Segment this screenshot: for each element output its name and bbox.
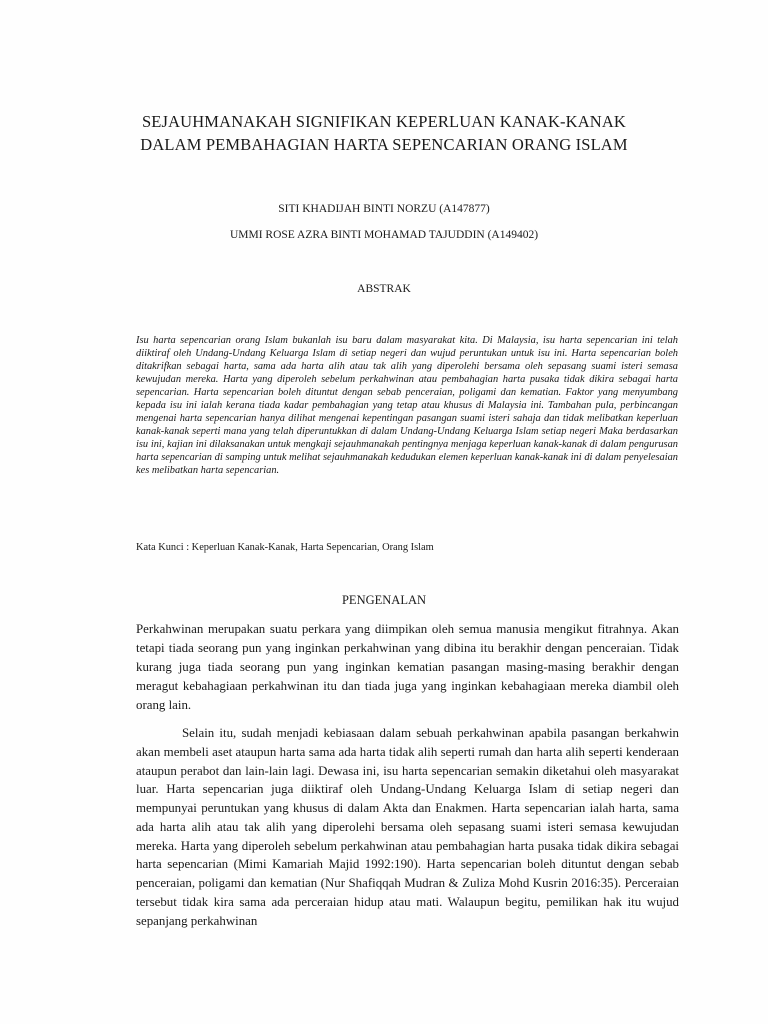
intro-paragraph-1: Perkahwinan merupakan suatu perkara yang diimpikan oleh semua manusia mengikut fitrahnya. Akan tetapi tiada seorang pun yang inginkan perkahwinan yang dibina itu berakhir dengan penceraian. Tidak kurang juga tiada seorang pun yang inginkan kematian pasangan masing-masing berakhir dengan meragut kebahagiaan perkahwinan itu dan tiada juga yang inginkan kebahagiaan mereka diambil oleh orang lain. [136, 622, 679, 713]
abstract-heading: ABSTRAK [357, 283, 411, 295]
intro-paragraph-2: Selain itu, sudah menjadi kebiasaan dalam sebuah perkahwinan apabila pasangan berkahwin akan membeli aset ataupun harta sama ada harta tidak alih seperti rumah dan harta alih seperti kenderaan ataupun perabot dan lain-lain lagi. Dewasa ini, isu harta sepencarian semakin diketahui oleh masyarakat luar. Harta sepencarian juga diiktiraf oleh Undang-Undang Keluarga Islam di setiap negeri dan mempunyai peruntukan yang khusus di dalam Akta dan Enakmen. Harta sepencarian ialah harta, sama ada harta alih atau tak alih yang diperolehi bersama oleh sepasang suami isteri semasa kewujudan mereka. Harta yang diperoleh sebelum perkahwinan atau pembahagian harta pusaka tidak dikira sebagai harta sepencarian (Mimi Kamariah Majid 1992:190). Harta sepencarian boleh dituntut dengan sebab penceraian, poligami dan kematian (Nur Shafiqqah Mudran & Zuliza Mohd Kusrin 2016:35). Perceraian tersebut tidak kira sama ada perceraian hidup atau mati. Walaupun begitu, pemilikan hak itu wujud sepanjang perkahwinan [136, 726, 679, 928]
author-1: SITI KHADIJAH BINTI NORZU (A147877) [278, 203, 490, 215]
section-heading-pengenalan: PENGENALAN [341, 593, 427, 607]
keywords: Kata Kunci : Keperluan Kanak-Kanak, Harta Sepencarian, Orang Islam [136, 542, 434, 553]
author-2: UMMI ROSE AZRA BINTI MOHAMAD TAJUDDIN (A149402) [229, 229, 539, 241]
abstract-body: Isu harta sepencarian orang Islam bukanlah isu baru dalam masyarakat kita. Di Malaysia, isu harta sepencarian ini telah diiktiraf oleh Undang-Undang Keluarga Islam di setiap negeri dan wujud peruntukan untuk isu ini. Harta sepencarian boleh ditakrifkan sebagai harta, sama ada harta alih atau tak alih yang diperolehi bersama oleh sepasang suami isteri semasa kewujudan mereka. Harta yang diperoleh sebelum perkahwinan atau pembahagian harta pusaka tidak dikira sebagai harta sepencarian. Harta sepencarian boleh dituntut dengan sebab penceraian, poligami dan kematian. Faktor yang menyumbang kepada isu ini ialah kerana tiada kadar pembahagian yang tetap atau khusus di Malaysia ini. Tambahan pula, perbincangan mengenai harta sepencarian hanya dilihat mengenai kepentingan pasangan suami isteri sahaja dan tidak melibatkan keperluan kanak-kanak seperti mana yang telah diperuntukkan di dalam Undang-Undang Keluarga Islam setiap negeri Maka berdasarkan isu ini, kajian ini dilaksanakan untuk mengkaji sejauhmanakah pentingnya menjaga keperluan kanak-kanak di dalam pengurusan harta sepencarian di samping untuk melihat sejauhmanakah kedudukan elemen keperluan kanak-kanak ini di dalam penyelesaian kes melibatkan harta sepencarian. [136, 335, 678, 477]
title-line-1: SEJAUHMANAKAH SIGNIFIKAN KEPERLUAN KANAK-KANAK [141, 112, 626, 131]
title-line-2: DALAM PEMBAHAGIAN HARTA SEPENCARIAN ORANG ISLAM [140, 135, 628, 154]
document-title [60, 110, 708, 156]
